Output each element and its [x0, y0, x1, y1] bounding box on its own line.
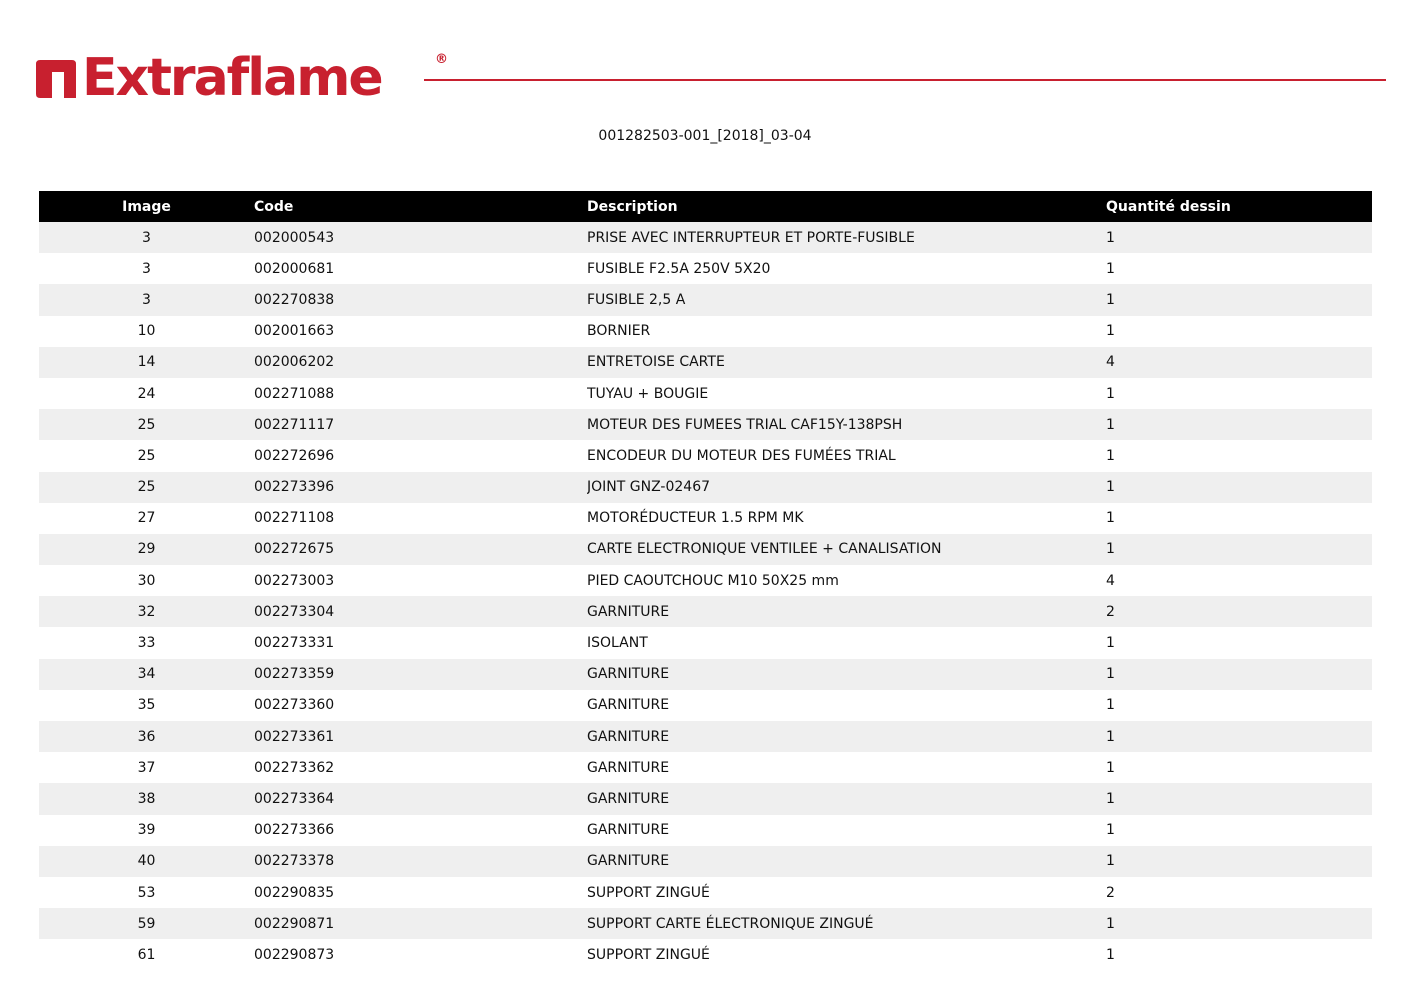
- cell-quantity: 1: [1106, 946, 1115, 963]
- document-code: 001282503-001_[2018]_03-04: [598, 128, 812, 144]
- cell-image: 3: [142, 229, 151, 246]
- flame-logo-icon: [34, 54, 78, 102]
- cell-code: 002000681: [254, 260, 335, 277]
- table-row: [39, 846, 1372, 877]
- cell-code: 002273304: [254, 603, 335, 620]
- cell-code: 002273364: [254, 790, 335, 807]
- table-row: [39, 877, 1372, 908]
- cell-image: 3: [142, 260, 151, 277]
- cell-description: ISOLANT: [587, 635, 648, 652]
- brand-logo: [34, 48, 448, 108]
- cell-image: 25: [137, 447, 156, 464]
- brand-name: Extraflame: [82, 48, 382, 108]
- cell-description: GARNITURE: [587, 759, 670, 776]
- table-row: [39, 472, 1372, 503]
- header-quantity: Quantité dessin: [1106, 198, 1231, 215]
- header-divider: [424, 79, 1386, 81]
- cell-quantity: 1: [1106, 416, 1115, 433]
- table-row: [39, 565, 1372, 596]
- cell-code: 002271088: [254, 385, 335, 402]
- cell-image: 27: [137, 510, 156, 527]
- cell-quantity: 1: [1106, 447, 1115, 464]
- cell-image: 37: [137, 759, 156, 776]
- cell-image: 38: [137, 790, 156, 807]
- cell-description: SUPPORT ZINGUÉ: [587, 884, 710, 901]
- cell-code: 002006202: [254, 354, 335, 371]
- table-row: [39, 378, 1372, 409]
- registered-mark: ®: [435, 52, 448, 67]
- table-row: [39, 347, 1372, 378]
- cell-code: 002273362: [254, 759, 335, 776]
- cell-image: 32: [137, 603, 156, 620]
- cell-code: 002272696: [254, 447, 335, 464]
- table-row: [39, 721, 1372, 752]
- cell-image: 25: [137, 416, 156, 433]
- cell-image: 33: [137, 635, 156, 652]
- cell-code: 002273378: [254, 853, 335, 870]
- table-body: [39, 222, 1372, 971]
- cell-quantity: 1: [1106, 541, 1115, 558]
- cell-image: 35: [137, 697, 156, 714]
- table-row: [39, 908, 1372, 939]
- parts-table: [39, 191, 1372, 971]
- cell-code: 002270838: [254, 291, 335, 308]
- cell-quantity: 1: [1106, 479, 1115, 496]
- cell-quantity: 1: [1106, 915, 1115, 932]
- cell-quantity: 2: [1106, 884, 1115, 901]
- cell-image: 36: [137, 728, 156, 745]
- table-row: [39, 253, 1372, 284]
- cell-image: 39: [137, 822, 156, 839]
- cell-image: 34: [137, 666, 156, 683]
- cell-description: MOTORÉDUCTEUR 1.5 RPM MK: [587, 510, 804, 527]
- cell-quantity: 1: [1106, 759, 1115, 776]
- table-row: [39, 690, 1372, 721]
- table-row: [39, 440, 1372, 471]
- table-row: [39, 409, 1372, 440]
- table-row: [39, 627, 1372, 658]
- table-row: [39, 815, 1372, 846]
- cell-image: 30: [137, 572, 156, 589]
- cell-code: 002273360: [254, 697, 335, 714]
- cell-code: 002001663: [254, 323, 335, 340]
- cell-description: JOINT GNZ-02467: [587, 479, 711, 496]
- cell-description: SUPPORT ZINGUÉ: [587, 946, 710, 963]
- cell-code: 002273366: [254, 822, 335, 839]
- cell-image: 10: [137, 323, 156, 340]
- cell-description: CARTE ELECTRONIQUE VENTILEE + CANALISATION: [587, 541, 942, 558]
- cell-quantity: 1: [1106, 323, 1115, 340]
- cell-quantity: 2: [1106, 603, 1115, 620]
- cell-image: 40: [137, 853, 156, 870]
- cell-code: 002290871: [254, 915, 335, 932]
- cell-description: FUSIBLE 2,5 A: [587, 291, 686, 308]
- table-row: [39, 284, 1372, 315]
- cell-quantity: 1: [1106, 822, 1115, 839]
- cell-quantity: 4: [1106, 572, 1115, 589]
- cell-image: 3: [142, 291, 151, 308]
- cell-description: GARNITURE: [587, 728, 670, 745]
- cell-description: GARNITURE: [587, 666, 670, 683]
- table-row: [39, 659, 1372, 690]
- cell-description: TUYAU + BOUGIE: [587, 385, 709, 402]
- cell-quantity: 1: [1106, 790, 1115, 807]
- cell-quantity: 1: [1106, 510, 1115, 527]
- cell-description: SUPPORT CARTE ÉLECTRONIQUE ZINGUÉ: [587, 915, 874, 932]
- cell-quantity: 1: [1106, 728, 1115, 745]
- cell-description: GARNITURE: [587, 697, 670, 714]
- cell-code: 002273396: [254, 479, 335, 496]
- cell-image: 29: [137, 541, 156, 558]
- cell-code: 002273361: [254, 728, 335, 745]
- cell-code: 002290873: [254, 946, 335, 963]
- cell-code: 002000543: [254, 229, 335, 246]
- cell-image: 14: [137, 354, 156, 371]
- cell-quantity: 1: [1106, 260, 1115, 277]
- cell-code: 002290835: [254, 884, 335, 901]
- cell-image: 25: [137, 479, 156, 496]
- cell-quantity: 1: [1106, 697, 1115, 714]
- cell-description: ENTRETOISE CARTE: [587, 354, 725, 371]
- header-image: Image: [122, 198, 171, 215]
- cell-quantity: 1: [1106, 853, 1115, 870]
- cell-code: 002273331: [254, 635, 335, 652]
- cell-description: ENCODEUR DU MOTEUR DES FUMÉES TRIAL: [587, 447, 896, 464]
- table-row: [39, 596, 1372, 627]
- cell-code: 002273359: [254, 666, 335, 683]
- cell-quantity: 4: [1106, 354, 1115, 371]
- table-header-row: [39, 191, 1372, 222]
- table-row: [39, 752, 1372, 783]
- cell-description: BORNIER: [587, 323, 651, 340]
- cell-code: 002272675: [254, 541, 335, 558]
- cell-description: GARNITURE: [587, 790, 670, 807]
- cell-description: MOTEUR DES FUMEES TRIAL CAF15Y-138PSH: [587, 416, 903, 433]
- cell-description: GARNITURE: [587, 603, 670, 620]
- cell-code: 002271108: [254, 510, 335, 527]
- cell-description: PRISE AVEC INTERRUPTEUR ET PORTE-FUSIBLE: [587, 229, 915, 246]
- cell-code: 002271117: [254, 416, 335, 433]
- table-row: [39, 316, 1372, 347]
- cell-code: 002273003: [254, 572, 335, 589]
- cell-description: GARNITURE: [587, 853, 670, 870]
- cell-quantity: 1: [1106, 666, 1115, 683]
- cell-quantity: 1: [1106, 635, 1115, 652]
- cell-description: GARNITURE: [587, 822, 670, 839]
- table-row: [39, 222, 1372, 253]
- cell-image: 61: [137, 946, 156, 963]
- cell-image: 53: [137, 884, 156, 901]
- cell-quantity: 1: [1106, 291, 1115, 308]
- table-row: [39, 783, 1372, 814]
- cell-image: 59: [137, 915, 156, 932]
- header-code: Code: [254, 198, 294, 215]
- table-row: [39, 939, 1372, 970]
- table-row: [39, 534, 1372, 565]
- cell-description: PIED CAOUTCHOUC M10 50X25 mm: [587, 572, 839, 589]
- cell-quantity: 1: [1106, 229, 1115, 246]
- table-row: [39, 503, 1372, 534]
- cell-description: FUSIBLE F2.5A 250V 5X20: [587, 260, 771, 277]
- header-description: Description: [587, 198, 678, 215]
- cell-quantity: 1: [1106, 385, 1115, 402]
- cell-image: 24: [137, 385, 156, 402]
